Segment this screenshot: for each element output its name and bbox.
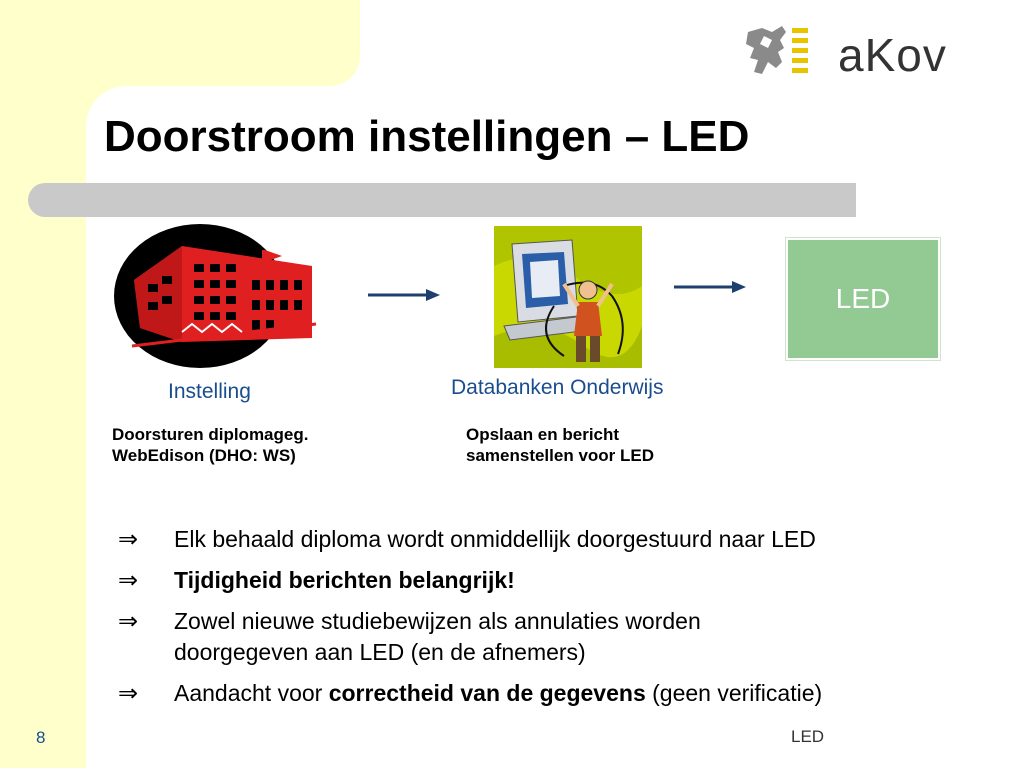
bullet-item bbox=[118, 678, 998, 709]
institution-caption: Instelling bbox=[168, 380, 251, 403]
logo-wordmark: aKov bbox=[838, 29, 947, 81]
led-box-label: LED bbox=[835, 283, 891, 314]
bullet-text: Tijdigheid berichten belangrijk! bbox=[174, 567, 515, 593]
bullet-text-line1: Zowel nieuwe studiebewijzen als annulaties worden bbox=[174, 608, 701, 634]
implies-arrow-icon: ⇒ bbox=[118, 566, 139, 594]
page-number: 8 bbox=[36, 728, 46, 747]
implies-arrow-icon: ⇒ bbox=[118, 525, 139, 553]
lion-icon bbox=[746, 26, 786, 74]
implies-arrow-icon: ⇒ bbox=[118, 607, 139, 635]
arrow-right-icon bbox=[366, 286, 442, 304]
database-caption: Databanken Onderwijs bbox=[451, 376, 664, 399]
bullet-item bbox=[118, 606, 998, 668]
footer-label: LED bbox=[791, 727, 825, 746]
bullet-text-pre: Aandacht voor bbox=[174, 680, 329, 706]
database-desc-line1: Opslaan en bericht bbox=[466, 425, 620, 444]
led-box bbox=[786, 238, 940, 360]
database-computer-icon bbox=[494, 226, 642, 368]
slide-title: Doorstroom instellingen – LED bbox=[104, 112, 750, 161]
bullet-text-bold: correctheid van de gegevens bbox=[328, 680, 646, 706]
implies-arrow-icon: ⇒ bbox=[118, 679, 139, 707]
flag-stripes-icon bbox=[792, 28, 808, 73]
bullet-text: Elk behaald diploma wordt onmiddellijk doorgestuurd naar LED bbox=[174, 526, 816, 552]
title-underline-bar bbox=[28, 183, 856, 217]
bullet-text-line2: doorgegeven aan LED (en de afnemers) bbox=[174, 639, 586, 665]
bullet-item bbox=[118, 565, 998, 596]
institution-description bbox=[112, 424, 308, 466]
institution-desc-line2: WebEdison (DHO: WS) bbox=[112, 446, 296, 465]
bullet-text-post: (geen verificatie) bbox=[645, 680, 823, 706]
arrow-right-icon bbox=[672, 278, 748, 296]
bullet-item bbox=[118, 524, 998, 555]
bullet-list bbox=[118, 524, 998, 719]
database-description bbox=[466, 424, 654, 466]
school-building-icon bbox=[112, 220, 324, 372]
database-desc-line2: samenstellen voor LED bbox=[466, 446, 655, 465]
institution-desc-line1: Doorsturen diplomageg. bbox=[112, 425, 309, 444]
